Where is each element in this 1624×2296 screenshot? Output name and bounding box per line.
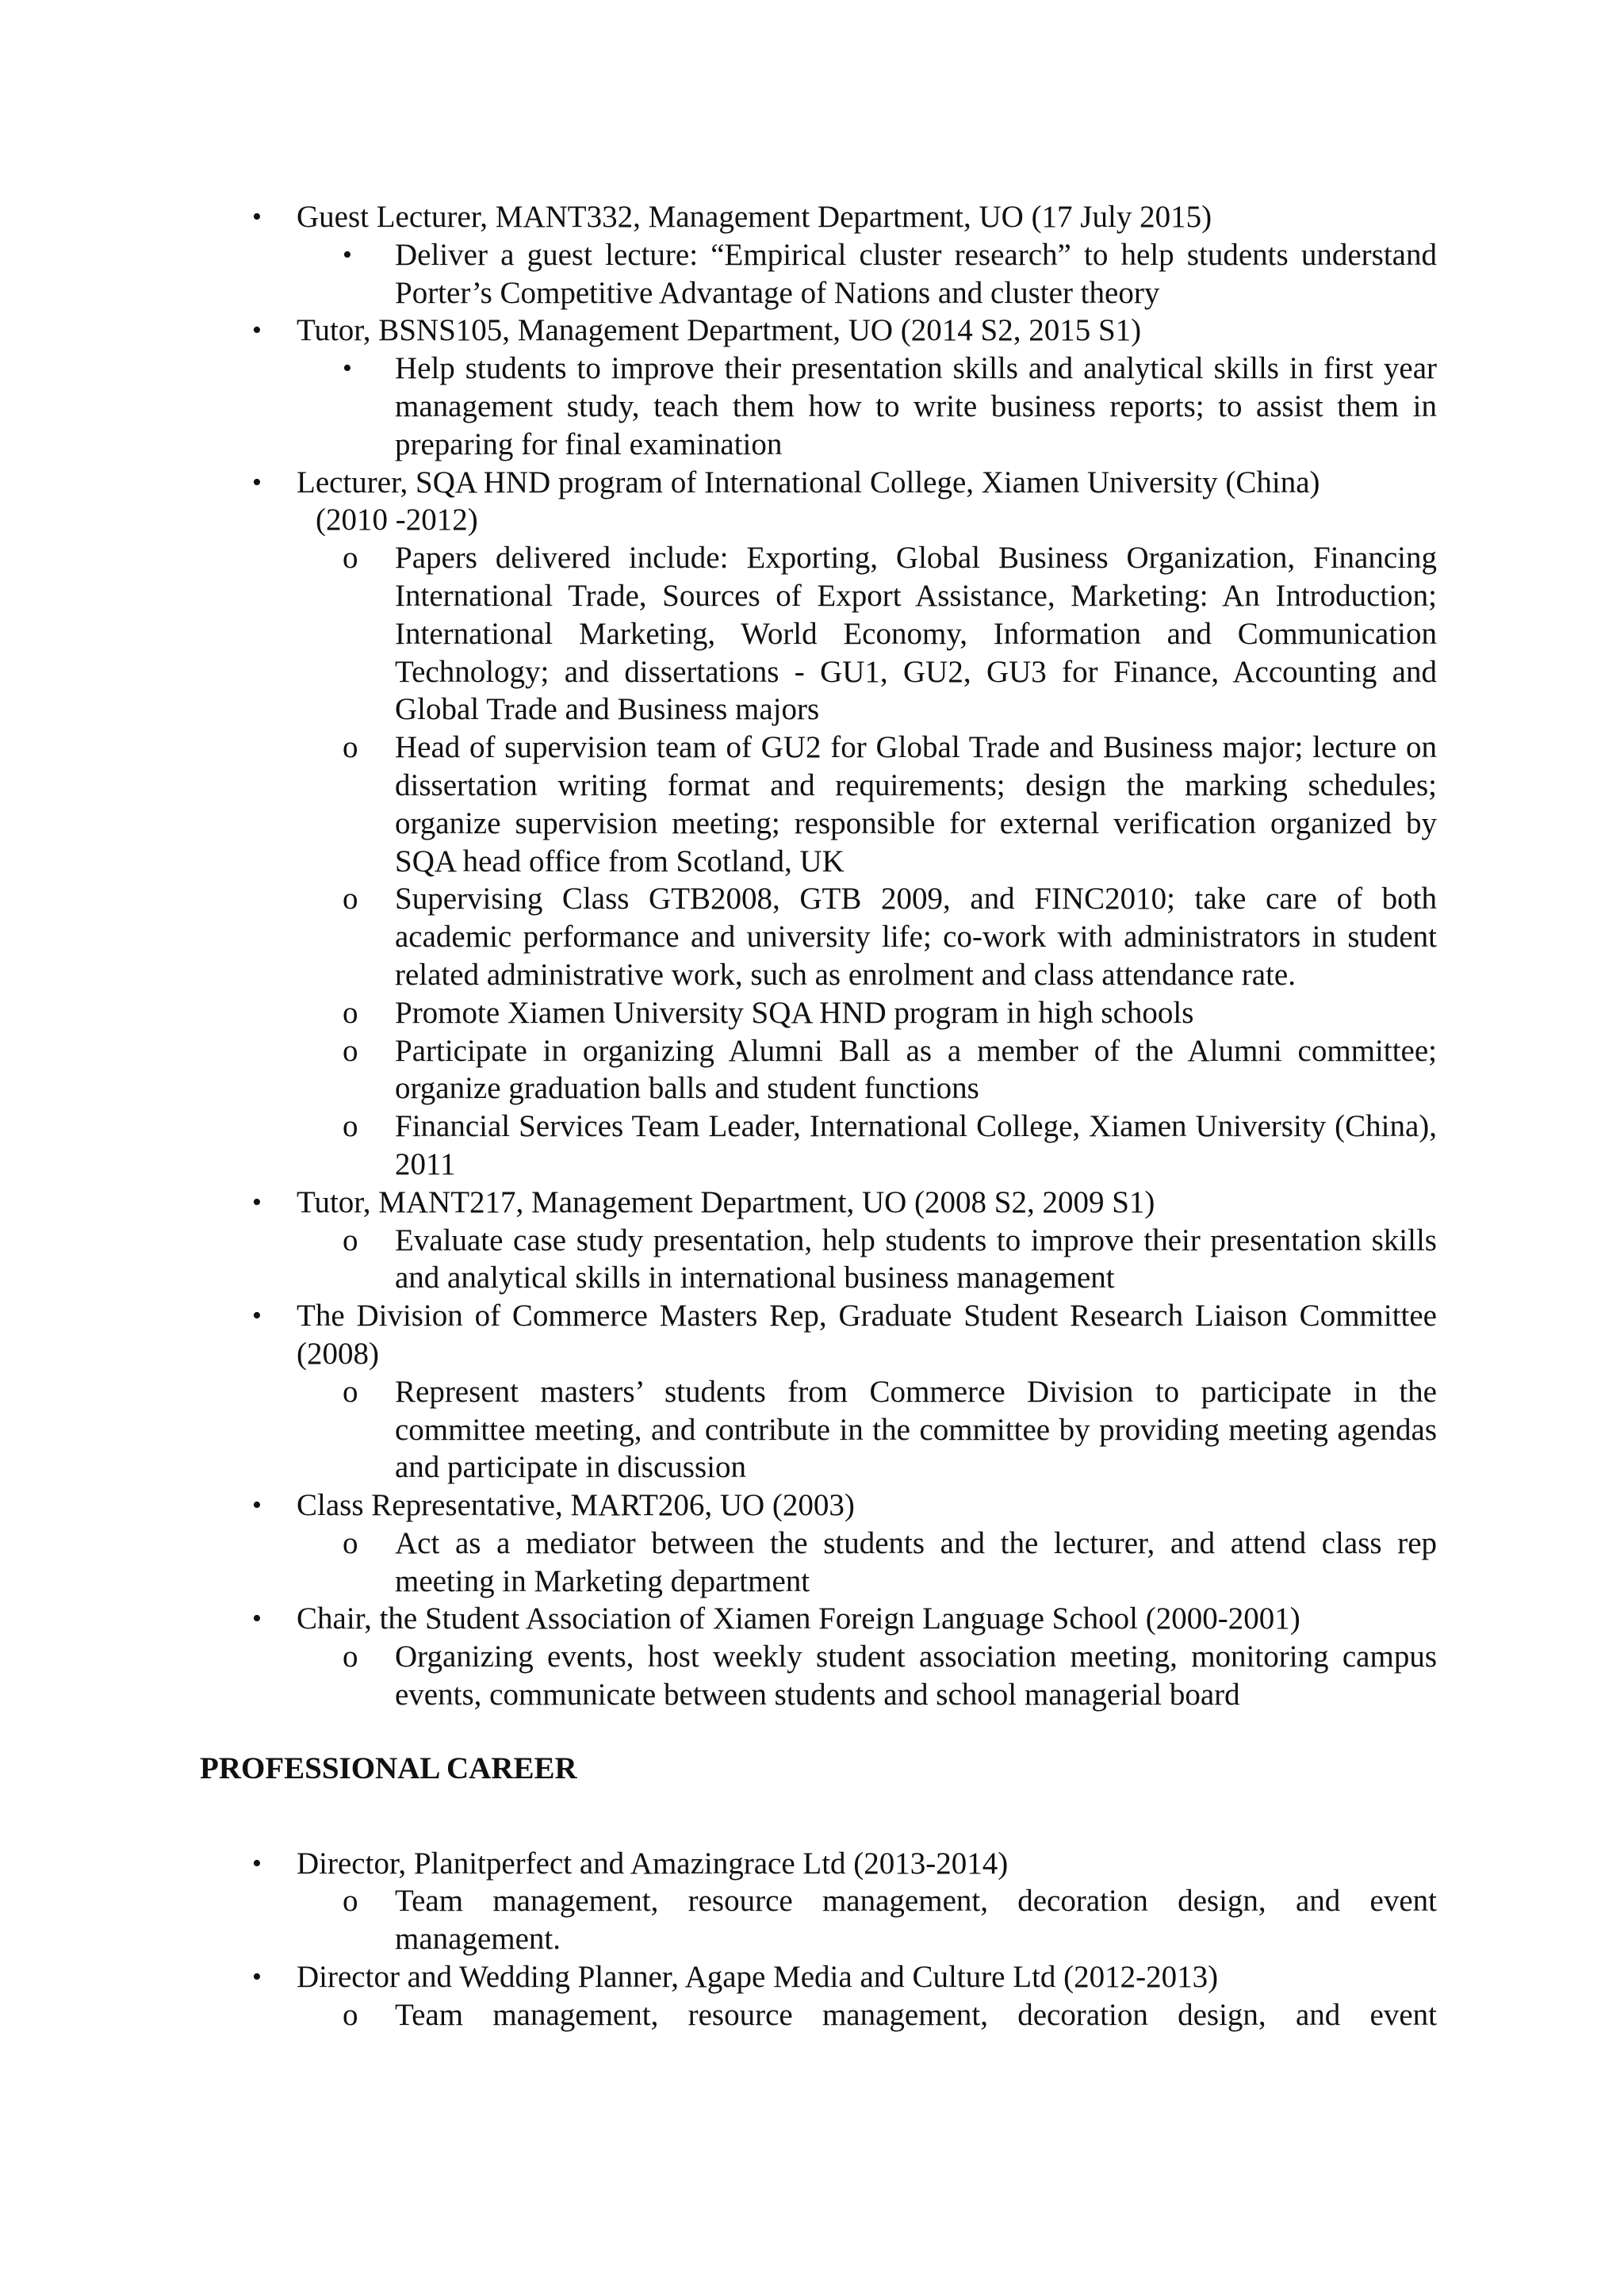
sub-bullet-marker: • xyxy=(343,239,352,270)
career-detail xyxy=(200,1996,1437,2034)
activity-detail xyxy=(200,1032,1437,1108)
activity-detail-text: Represent masters’ students from Commerce Division to participate in the committee meeting, and contribute in the committee by providing meeting agendas and participate in discussion xyxy=(395,1374,1437,1485)
page-content xyxy=(200,198,1437,2034)
activity-detail-text: Participate in organizing Alumni Ball as a member of the Alumni committee; organize graduation balls and student functions xyxy=(395,1033,1437,1106)
activity-detail xyxy=(200,350,1437,463)
activity-detail xyxy=(200,994,1437,1032)
activity-item xyxy=(200,1487,1437,1525)
activity-detail-text: Act as a mediator between the students and the lecturer, and attend class rep meeting in Marketing department xyxy=(395,1525,1437,1598)
career-item xyxy=(200,1958,1437,1996)
activity-title: The Division of Commerce Masters Rep, Graduate Student Research Liaison Committee (2008) xyxy=(297,1299,1437,1371)
activity-detail-text: Evaluate case study presentation, help students to improve their presentation skills and analytical skills in international business management xyxy=(395,1223,1437,1295)
career-title: Director, Planitperfect and Amazingrace Ltd (2013-2014) xyxy=(297,1846,1009,1881)
sub-bullet-marker: o xyxy=(343,882,358,916)
sub-bullet-marker: o xyxy=(343,1223,358,1257)
activity-detail xyxy=(200,539,1437,729)
activity-detail xyxy=(200,236,1437,312)
activity-detail-text: Organizing events, host weekly student association meeting, monitoring campus events, communicate between students and school managerial board xyxy=(395,1640,1437,1712)
section-heading-professional-career: PROFESSIONAL CAREER xyxy=(200,1751,577,1785)
bullet-marker: • xyxy=(252,316,262,346)
bullet-marker: • xyxy=(252,1490,262,1521)
sub-bullet-marker: o xyxy=(343,730,358,765)
activity-item xyxy=(200,1184,1437,1222)
activity-title: Chair, the Student Association of Xiamen Foreign Language School (2000-2001) xyxy=(297,1601,1300,1636)
activity-item xyxy=(200,312,1437,350)
activity-detail xyxy=(200,1638,1437,1714)
career-title: Director and Wedding Planner, Agape Media and Culture Ltd (2012-2013) xyxy=(297,1960,1219,1995)
activity-detail-text: Financial Services Team Leader, International College, Xiamen University (China), 2011 xyxy=(395,1109,1437,1181)
bullet-marker: • xyxy=(252,1604,262,1634)
activity-detail-text: Deliver a guest lecture: “Empirical cluster research” to help students understand Porter’s Competitive Advantage of Nations and cluster theory xyxy=(395,237,1437,310)
career-item xyxy=(200,1845,1437,1883)
activity-item xyxy=(200,1297,1437,1373)
activity-title: Lecturer, SQA HND program of International College, Xiamen University (China) xyxy=(297,465,1320,499)
activity-title-continuation: (2010 -2012) xyxy=(316,503,478,538)
bullet-marker: • xyxy=(252,1187,262,1217)
activity-detail xyxy=(200,1108,1437,1184)
activity-title: Guest Lecturer, MANT332, Management Department, UO (17 July 2015) xyxy=(297,200,1212,234)
career-detail-text: Team management, resource management, decoration design, and event xyxy=(395,1997,1437,2032)
activity-detail-text: Promote Xiamen University SQA HND program in high schools xyxy=(395,995,1194,1030)
sub-bullet-marker: o xyxy=(343,1109,358,1144)
activity-detail xyxy=(200,1525,1437,1601)
sub-bullet-marker: o xyxy=(343,1033,358,1068)
bullet-marker: • xyxy=(252,202,262,232)
sub-bullet-marker: o xyxy=(343,1525,358,1560)
activity-title: Tutor, BSNS105, Management Department, UO (2014 S2, 2015 S1) xyxy=(297,313,1142,348)
activity-item xyxy=(200,198,1437,236)
sub-bullet-marker: o xyxy=(343,1640,358,1674)
sub-bullet-marker: o xyxy=(343,1374,358,1409)
activity-detail xyxy=(200,729,1437,880)
bullet-marker: • xyxy=(252,467,262,497)
activity-detail-text: Help students to improve their presentation skills and analytical skills in first year management study, teach them how to write business reports; to assist them in preparing for final examination xyxy=(395,351,1437,461)
sub-bullet-marker: o xyxy=(343,995,358,1030)
sub-bullet-marker: o xyxy=(343,541,358,576)
bullet-marker: • xyxy=(252,1962,262,1992)
activity-detail xyxy=(200,1222,1437,1298)
bullet-marker: • xyxy=(252,1301,262,1331)
activity-detail-text: Head of supervision team of GU2 for Global Trade and Business major; lecture on dissertation writing format and requirements; design the marking schedules; organize supervision meeting; responsible for external verification organized by SQA head office from Scotland, UK xyxy=(395,730,1437,878)
career-detail xyxy=(200,1882,1437,1958)
activity-detail-text: Supervising Class GTB2008, GTB 2009, and FINC2010; take care of both academic performance and university life; co-work with administrators in student related administrative work, such as enrolment and class attendance rate. xyxy=(395,882,1437,992)
sub-bullet-marker: o xyxy=(343,1884,358,1919)
activity-item xyxy=(200,1600,1437,1638)
career-detail-text: Team management, resource management, decoration design, and event management. xyxy=(395,1884,1437,1957)
bullet-marker: • xyxy=(252,1848,262,1878)
sub-bullet-marker: • xyxy=(343,354,352,384)
activity-detail xyxy=(200,880,1437,993)
activity-title: Tutor, MANT217, Management Department, UO (2008 S2, 2009 S1) xyxy=(297,1184,1155,1219)
sub-bullet-marker: o xyxy=(343,1997,358,2032)
activity-detail-text: Papers delivered include: Exporting, Global Business Organization, Financing International Trade, Sources of Export Assistance, Marketing: An Introduction; International Marketing, World Economy, Information and Communication Technology; and dissertations - GU1, GU2, GU3 for Finance, Accounting and Global Trade and Business majors xyxy=(395,541,1437,727)
activity-item xyxy=(200,464,1437,540)
activity-detail xyxy=(200,1373,1437,1487)
activity-title: Class Representative, MART206, UO (2003) xyxy=(297,1488,855,1523)
